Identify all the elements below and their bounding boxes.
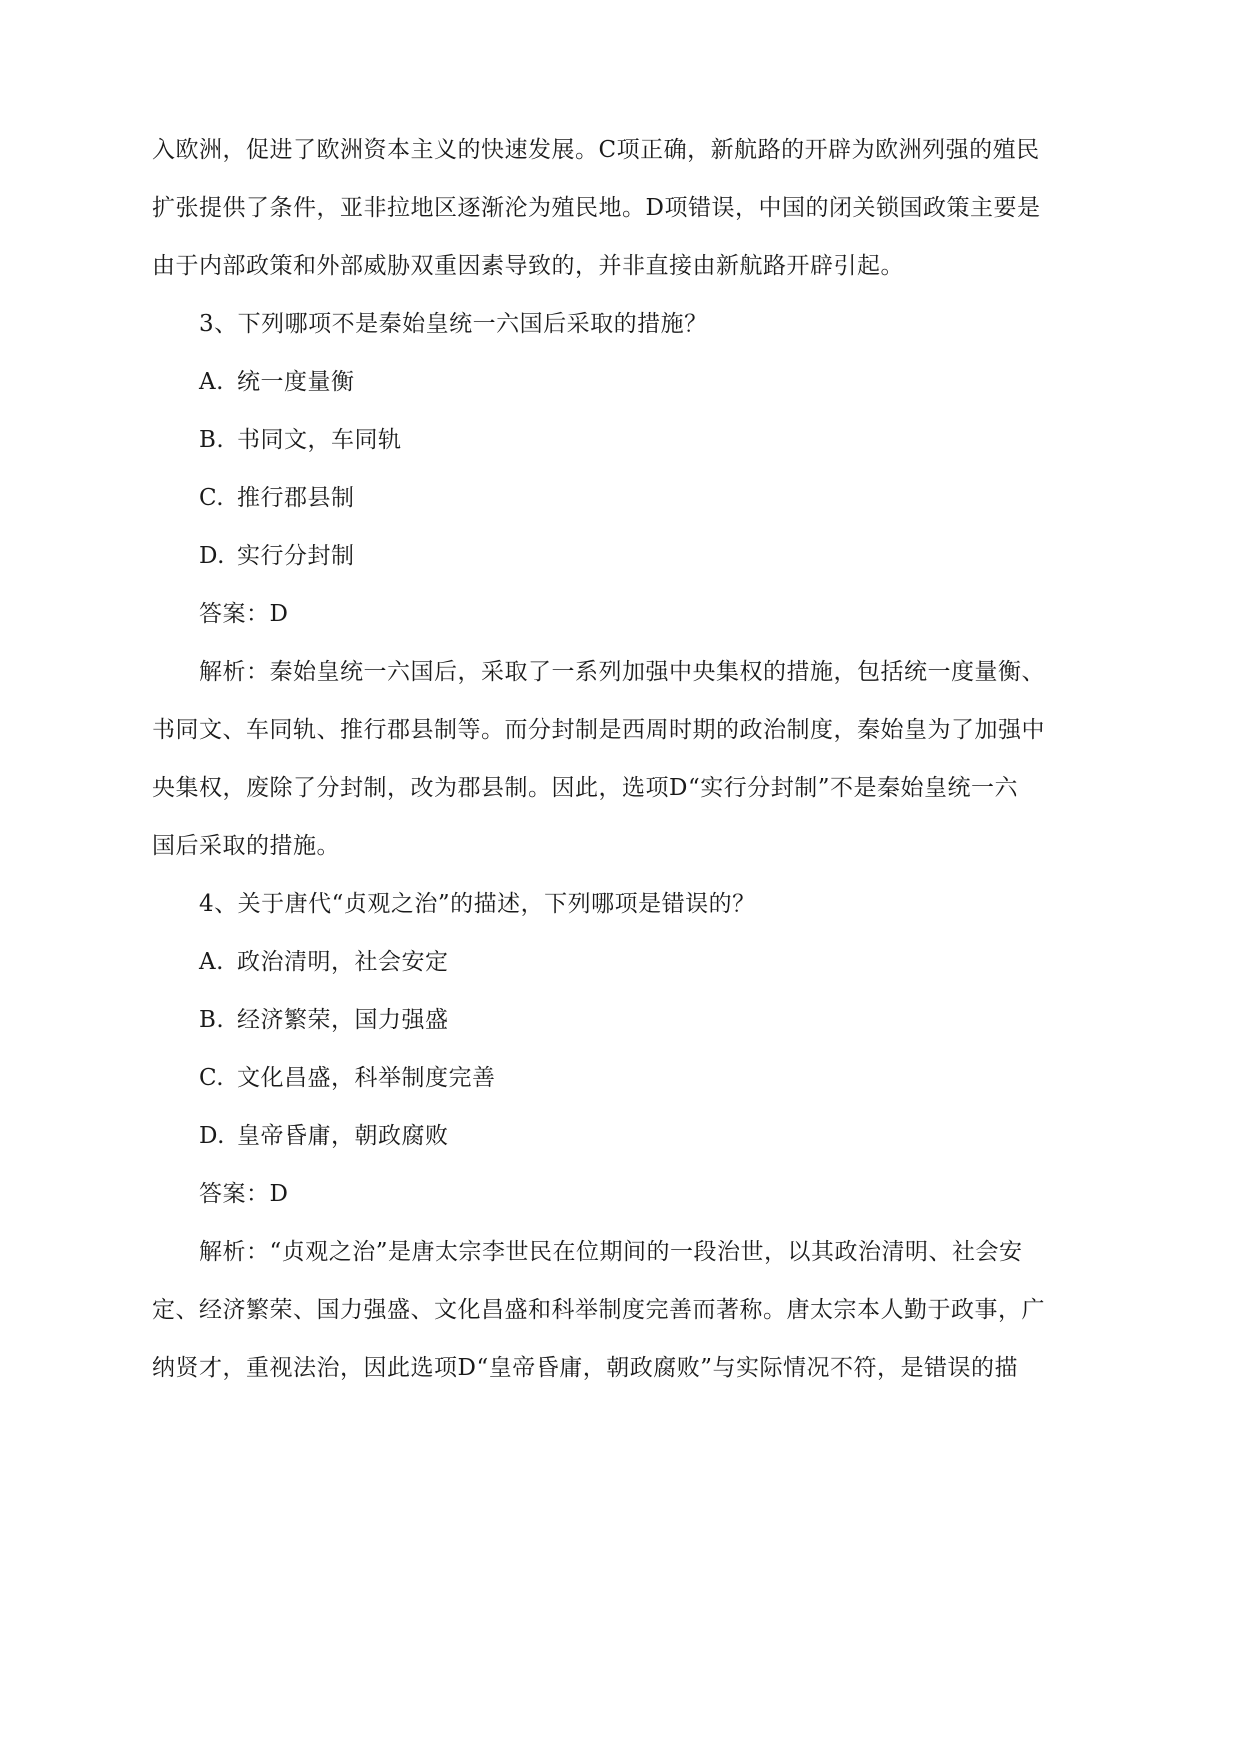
q4-analysis-line: 解析：“贞观之治”是唐太宗李世民在位期间的一段治世，以其政治清明、社会安 [199,1239,1023,1265]
paragraph-line: 由于内部政策和外部威胁双重因素导致的，并非直接由新航路开辟引起。 [152,253,904,279]
q3-option-c [199,483,1139,513]
q4-answer: 答案：D [199,1181,289,1207]
option-letter: D. [199,1123,225,1149]
option-letter: D. [199,543,225,569]
q4-option-c [199,1063,1139,1093]
q3-option-a [199,367,1139,397]
q3-analysis-line: 解析：秦始皇统一六国后，采取了一系列加强中央集权的措施，包括统一度量衡、 [199,659,1045,685]
q3-answer: 答案：D [199,601,289,627]
q3-analysis-line: 国后采取的措施。 [152,833,340,859]
paragraph-line: 入欧洲，促进了欧洲资本主义的快速发展。C项正确，新航路的开辟为欧洲列强的殖民 [152,137,1040,163]
option-text: 统一度量衡 [237,369,355,395]
option-text: 政治清明，社会安定 [237,949,449,975]
option-text: 实行分封制 [237,543,355,569]
q4-analysis-line: 定、经济繁荣、国力强盛、文化昌盛和科举制度完善而著称。唐太宗本人勤于政事，广 [152,1297,1045,1323]
question-3: 3、下列哪项不是秦始皇统一六国后采取的措施？ [199,311,708,337]
q4-option-d [199,1121,1139,1151]
q3-analysis-line: 书同文、车同轨、推行郡县制等。而分封制是西周时期的政治制度，秦始皇为了加强中 [152,717,1045,743]
option-text: 经济繁荣，国力强盛 [237,1007,449,1033]
option-text: 推行郡县制 [237,485,355,511]
option-letter: B. [199,1007,225,1033]
q4-option-b [199,1005,1139,1035]
option-letter: A. [199,949,224,975]
question-4: 4、关于唐代“贞观之治”的描述，下列哪项是错误的？ [199,891,756,917]
option-letter: B. [199,427,225,453]
option-letter: A. [199,369,224,395]
option-letter: C. [199,485,225,511]
option-text: 皇帝昏庸，朝政腐败 [237,1123,449,1149]
option-text: 文化昌盛，科举制度完善 [237,1065,496,1091]
q3-option-d [199,541,1139,571]
q4-option-a [199,947,1139,977]
q3-option-b [199,425,1139,455]
q3-analysis-line: 央集权，废除了分封制，改为郡县制。因此，选项D“实行分封制”不是秦始皇统一六 [152,775,1018,801]
option-text: 书同文，车同轨 [237,427,402,453]
option-letter: C. [199,1065,225,1091]
paragraph-line: 扩张提供了条件，亚非拉地区逐渐沦为殖民地。D项错误，中国的闭关锁国政策主要是 [152,195,1041,221]
q4-analysis-line: 纳贤才，重视法治，因此选项D“皇帝昏庸，朝政腐败”与实际情况不符，是错误的描 [152,1355,1018,1381]
